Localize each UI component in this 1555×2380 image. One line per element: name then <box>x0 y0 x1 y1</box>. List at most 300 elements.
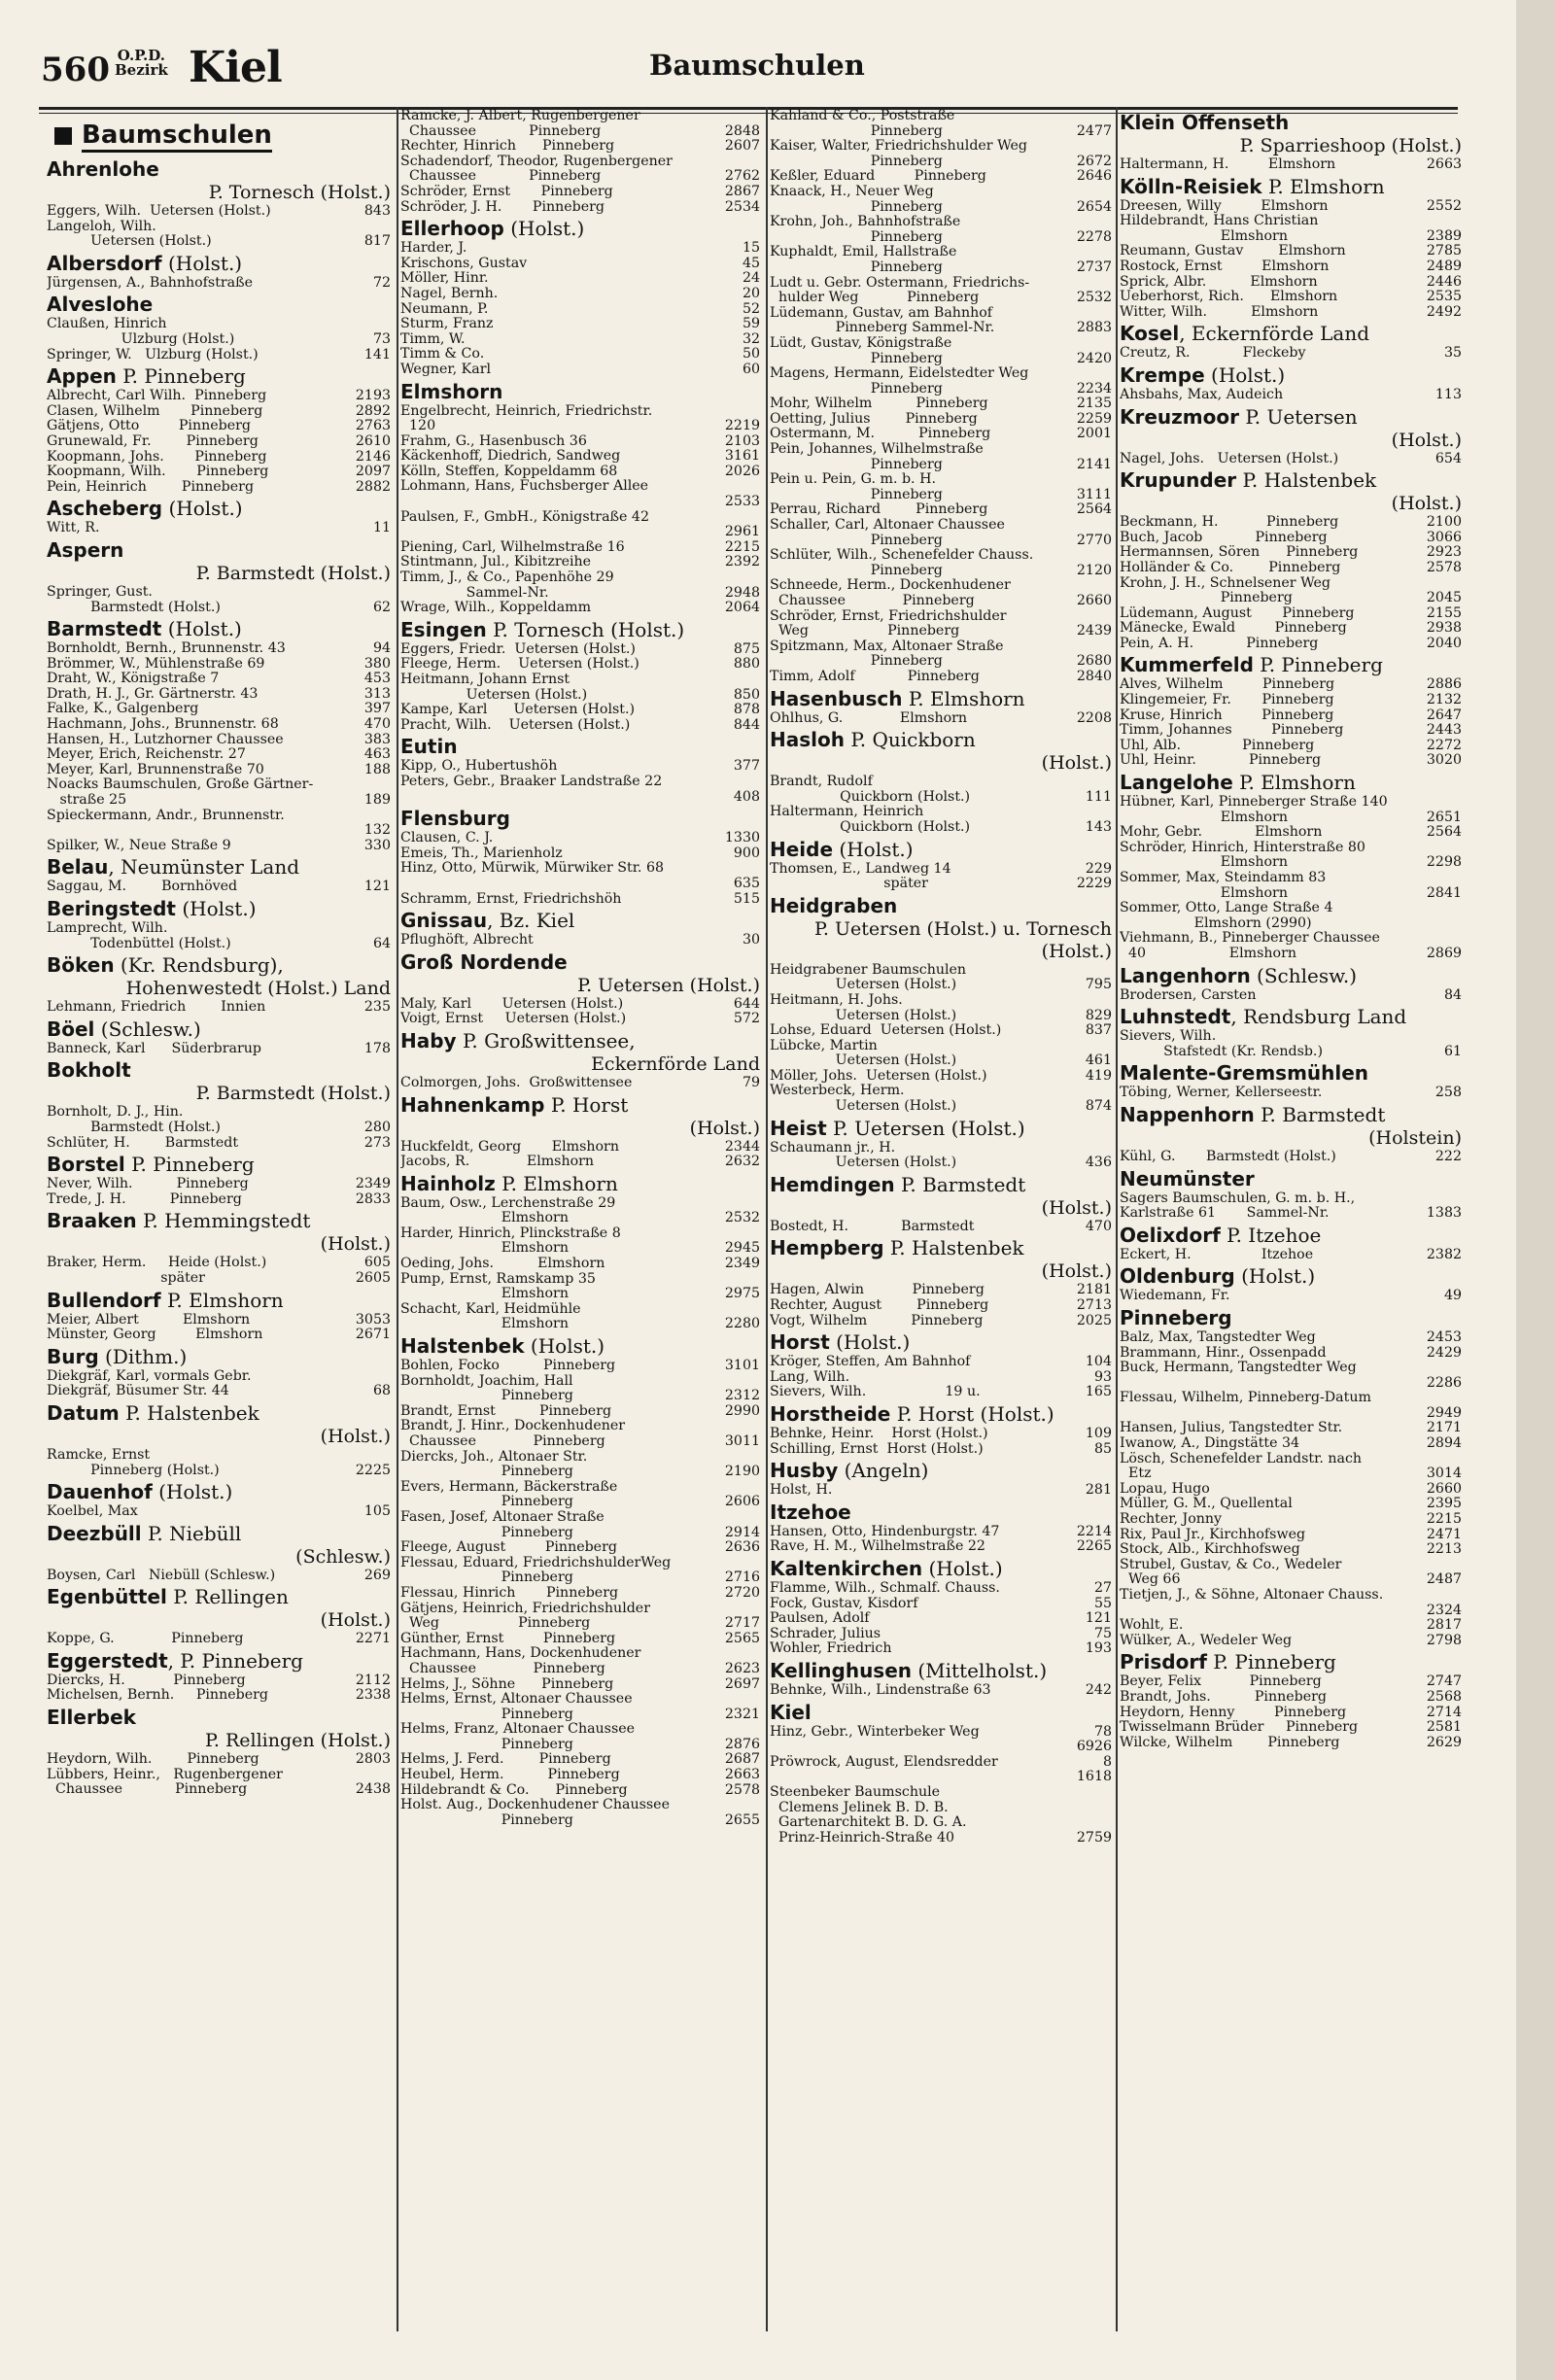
entry-text: Kuphaldt, Emil, Hallstraße <box>770 245 957 260</box>
place-heading <box>770 1117 1112 1141</box>
directory-entry <box>770 427 1112 442</box>
phone-number: 383 <box>363 732 391 747</box>
entry-text: Strubel, Gustav, & Co., Wedeler <box>1120 1557 1342 1572</box>
post-office: (Holst.) <box>1204 362 1286 387</box>
entry-text: Springer, Gust. <box>47 584 153 600</box>
directory-entry <box>1120 753 1462 769</box>
phone-number: 380 <box>363 656 391 672</box>
phone-number: 49 <box>1443 1289 1462 1304</box>
phone-number: 2193 <box>355 389 391 404</box>
entry-text: Behnke, Heinr. Horst (Holst.) <box>770 1427 988 1441</box>
directory-entry <box>1120 1406 1462 1422</box>
place-section <box>1120 964 1462 1004</box>
phone-number: 2654 <box>1076 199 1112 215</box>
place-heading <box>1120 1224 1462 1248</box>
phone-number: 2214 <box>1076 1524 1112 1539</box>
phone-number: 3161 <box>724 449 760 465</box>
directory-entry <box>1120 1497 1462 1512</box>
opd-line-1: O.P.D. <box>117 47 165 64</box>
directory-entry <box>400 1359 760 1374</box>
column-1 <box>47 109 391 2341</box>
phone-number: 2759 <box>1076 1830 1112 1845</box>
entry-text: Nagel, Johs. Uetersen (Holst.) <box>1120 451 1339 466</box>
directory-entry <box>400 241 760 257</box>
entry-text: Spieckermann, Andr., Brunnenstr. <box>47 808 285 823</box>
phone-number: 419 <box>1085 1068 1112 1084</box>
post-office: (Holst.) <box>503 217 585 241</box>
place-name: Kummerfeld <box>1120 653 1254 677</box>
place-section <box>770 1173 1112 1235</box>
directory-entry <box>47 1042 391 1057</box>
phone-number: 2533 <box>724 495 760 510</box>
phone-number: 829 <box>1085 1008 1112 1023</box>
directory-entry <box>47 1256 391 1271</box>
directory-entry <box>1120 229 1462 245</box>
directory-entry <box>770 260 1112 276</box>
entry-text: Chaussee Pinneberg <box>47 1782 248 1798</box>
entry-text: Hansen, Otto, Hindenburgstr. 47 <box>770 1524 1000 1539</box>
entry-text: Paulsen, F., GmbH., Königstraße 42 <box>400 509 649 525</box>
place-section <box>47 1289 391 1343</box>
directory-entry <box>400 1510 760 1526</box>
entry-text: 40 Elmshorn <box>1120 946 1296 961</box>
directory-entry <box>47 657 391 673</box>
directory-entry <box>1120 1558 1462 1573</box>
directory-entry <box>770 291 1112 306</box>
place-section <box>1120 1650 1462 1750</box>
page-header <box>0 43 1468 97</box>
entry-text: Peters, Gebr., Braaker Landstraße 22 <box>400 774 663 789</box>
directory-entry <box>400 271 760 287</box>
place-section <box>1120 1005 1462 1059</box>
post-office-subline: (Holstein) <box>1368 1126 1462 1149</box>
place-heading <box>1120 1061 1462 1086</box>
directory-entry <box>47 839 391 854</box>
directory-entry <box>770 1314 1112 1329</box>
entry-text: Lübbers, Heinr., Rugenbergener <box>47 1767 283 1782</box>
directory-entry <box>400 404 760 420</box>
entry-text: Ohlhus, G. Elmshorn <box>770 710 968 726</box>
place-name: Langenhorn <box>1120 963 1251 987</box>
phone-number: 3066 <box>1426 530 1462 545</box>
entry-text: Heydorn, Wilh. Pinneberg <box>47 1752 259 1768</box>
place-name: Deezbüll <box>47 1521 142 1545</box>
directory-entry <box>770 1220 1112 1235</box>
directory-entry <box>1120 1706 1462 1721</box>
directory-entry <box>1120 795 1462 811</box>
phone-number: 78 <box>1093 1724 1112 1740</box>
entry-text: Bornholt, D. J., Hin. <box>47 1105 184 1121</box>
entry-text: Mohr, Wilhelm Pinneberg <box>770 397 988 412</box>
place-heading <box>1120 1264 1462 1289</box>
directory-entry <box>47 521 391 536</box>
directory-entry <box>400 540 760 556</box>
entry-text: Pinneberg <box>400 1389 573 1404</box>
phone-number: 2961 <box>724 525 760 540</box>
place-name: Pinneberg <box>1120 1305 1232 1329</box>
phone-number: 2382 <box>1426 1247 1462 1262</box>
phone-number: 2623 <box>724 1661 760 1676</box>
entry-text: Holst. Aug., Dockenhudener Chaussee <box>400 1798 670 1813</box>
phone-number: 515 <box>733 891 760 907</box>
phone-number: 2660 <box>1076 594 1112 608</box>
place-name: Prisdorf <box>1120 1650 1207 1674</box>
post-office: (Holst.) <box>161 251 243 275</box>
place-name: Luhnstedt <box>1120 1005 1231 1029</box>
entry-text: Schröder, Ernst Pinneberg <box>400 184 613 199</box>
entry-text: Krohn, J. H., Schnelsener Weg <box>1120 575 1331 591</box>
entry-text: Draht, W., Königstraße 7 <box>47 672 220 687</box>
entry-text: Ulzburg (Holst.) <box>47 331 235 347</box>
entry-text: Uetersen (Holst.) <box>400 687 588 703</box>
entry-text: Heubel, Herm. Pinneberg <box>400 1768 620 1783</box>
phone-number: 132 <box>363 823 391 839</box>
directory-entry <box>1120 871 1462 886</box>
phone-number: 900 <box>733 845 760 861</box>
directory-entry <box>47 809 391 824</box>
directory-entry <box>770 1023 1112 1039</box>
place-heading <box>400 1029 760 1053</box>
entry-text: Keßler, Eduard Pinneberg <box>770 169 986 185</box>
place-name: Horst <box>770 1330 830 1355</box>
entry-text: Steenbeker Baumschule <box>770 1784 941 1800</box>
entry-text: Hagen, Alwin Pinneberg <box>770 1283 985 1298</box>
place-section <box>770 1459 1112 1499</box>
phone-number: 2234 <box>1076 381 1112 397</box>
entry-text: Münster, Georg Elmshorn <box>47 1328 263 1343</box>
entry-text: Alves, Wilhelm Pinneberg <box>1120 677 1335 693</box>
entry-text: Jürgensen, A., Bahnhofstraße <box>47 275 254 291</box>
place-name: Esingen <box>400 617 487 641</box>
entry-text: Elmshorn <box>1120 228 1288 244</box>
directory-entry <box>400 1272 760 1288</box>
place-name: Albersdorf <box>47 251 162 275</box>
entry-text: Brammann, Hinr., Ossenpadd <box>1120 1345 1327 1361</box>
place-section <box>770 109 1112 685</box>
place-section <box>770 1236 1112 1328</box>
entry-text: Hermannsen, Sören Pinneberg <box>1120 545 1359 561</box>
place-heading <box>400 217 760 241</box>
phone-number: 6926 <box>1076 1740 1112 1755</box>
directory-entry <box>400 1632 760 1647</box>
directory-entry <box>1120 841 1462 856</box>
phone-number: 2763 <box>355 419 391 434</box>
phone-number: 2663 <box>724 1768 760 1783</box>
directory-entry <box>400 718 760 734</box>
place-name: Itzehoe <box>770 1500 851 1524</box>
phone-number: 2278 <box>1076 229 1112 245</box>
directory-entry <box>47 937 391 952</box>
entry-text: Pinneberg <box>770 457 943 472</box>
phone-number: 84 <box>1443 987 1462 1003</box>
entry-text: Pinneberg <box>400 1812 573 1828</box>
directory-entry <box>770 1831 1112 1846</box>
phone-number: 93 <box>1093 1369 1112 1385</box>
place-name: Nappenhorn <box>1120 1102 1255 1126</box>
directory-entry <box>47 1192 391 1208</box>
post-office-subline: Eckernförde Land <box>591 1052 760 1075</box>
entry-text: Etz <box>1120 1466 1152 1482</box>
phone-number: 3053 <box>355 1312 391 1328</box>
directory-entry <box>1120 901 1462 916</box>
phone-number: 1618 <box>1076 1770 1112 1785</box>
phone-number: 2663 <box>1426 157 1462 172</box>
place-name: Appen <box>47 364 117 389</box>
phone-number: 436 <box>1085 1156 1112 1171</box>
entry-text: Gartenarchitekt B. D. G. A. <box>770 1815 967 1831</box>
phone-number: 2892 <box>355 403 391 419</box>
directory-entry <box>47 717 391 733</box>
directory-entry <box>400 1389 760 1404</box>
place-section <box>47 1058 391 1151</box>
entry-text: Müller, G. M., Quellental <box>1120 1497 1293 1512</box>
phone-number: 2064 <box>724 601 760 616</box>
entry-text: Heidgrabener Baumschulen <box>770 962 967 978</box>
column-divider <box>1116 107 1118 2331</box>
entry-text: Koopmann, Wilh. Pinneberg <box>47 465 269 480</box>
entry-text: Eggers, Wilh. Uetersen (Holst.) <box>47 204 271 219</box>
entry-text: Wohler, Friedrich <box>770 1641 892 1657</box>
directory-entry <box>47 1136 391 1152</box>
entry-text: Kahland & Co., Poststraße <box>770 109 955 123</box>
entry-text: Hinz, Otto, Mürwik, Mürwiker Str. 68 <box>400 861 665 877</box>
post-office: P. Pinneberg <box>124 1153 255 1177</box>
entry-text: Meyer, Erich, Reichenstr. 27 <box>47 747 246 763</box>
directory-entry <box>770 1427 1112 1442</box>
directory-entry <box>400 1076 760 1091</box>
directory-entry <box>1120 1588 1462 1604</box>
post-office: (Dithm.) <box>98 1344 188 1368</box>
post-office-subline: (Holst.) <box>320 1425 391 1447</box>
entry-text: Eckert, H. Itzehoe <box>1120 1247 1314 1262</box>
entry-text: Wilcke, Wilhelm Pinneberg <box>1120 1735 1340 1750</box>
directory-entry <box>47 1569 391 1584</box>
entry-text: Schlüter, H. Barmstedt <box>47 1135 239 1151</box>
phone-number: 2671 <box>355 1328 391 1343</box>
place-heading <box>400 909 760 933</box>
entry-text: Prinz-Heinrich-Straße 40 <box>770 1830 955 1845</box>
post-office: P. Elmshorn <box>495 1171 618 1195</box>
phone-number: 2439 <box>1076 624 1112 639</box>
entry-text: Flessau, Eduard, FriedrichshulderWeg <box>400 1555 672 1570</box>
directory-entry <box>47 747 391 763</box>
entry-text: Heitmann, H. Johs. <box>770 992 903 1008</box>
entry-text: Uetersen (Holst.) <box>770 978 957 993</box>
directory-entry <box>47 1752 391 1768</box>
directory-entry <box>1120 1452 1462 1467</box>
entry-text: Timm, Adolf Pinneberg <box>770 669 980 684</box>
phone-number: 20 <box>742 286 760 301</box>
post-office-subline: (Holst.) <box>689 1117 760 1139</box>
directory-entry <box>400 1287 760 1302</box>
place-heading <box>1120 322 1462 346</box>
directory-entry <box>1120 1346 1462 1362</box>
entry-text: Brandt, Johs. Pinneberg <box>1120 1689 1327 1705</box>
phone-number: 605 <box>363 1256 391 1271</box>
place-name: Kiel <box>770 1700 812 1724</box>
directory-entry <box>770 548 1112 564</box>
place-section <box>47 497 391 536</box>
entry-text: Albrecht, Carl Wilh. Pinneberg <box>47 389 267 404</box>
phone-number: 64 <box>372 936 391 951</box>
directory-entry <box>400 302 760 318</box>
directory-entry <box>400 877 760 892</box>
directory-entry <box>770 1525 1112 1540</box>
directory-entry <box>400 1798 760 1813</box>
place-heading <box>400 735 760 759</box>
directory-entry <box>47 601 391 616</box>
place-heading <box>47 1345 391 1369</box>
directory-entry <box>400 775 760 790</box>
opd-line-2: Bezirk <box>115 61 168 79</box>
place-section <box>770 1330 1112 1400</box>
page-title: Baumschulen <box>649 49 865 82</box>
directory-entry <box>770 775 1112 790</box>
entry-text: Claußen, Hinrich <box>47 317 167 332</box>
place-name: Eutin <box>400 735 458 759</box>
phone-number: 2420 <box>1076 351 1112 366</box>
entry-text: Schneede, Herm., Dockenhudener <box>770 578 1011 594</box>
phone-number: 258 <box>1434 1086 1462 1101</box>
place-section <box>47 1585 391 1647</box>
entry-text: Voigt, Ernst Uetersen (Holst.) <box>400 1012 627 1027</box>
phone-number: 844 <box>733 717 760 733</box>
place-section <box>400 109 760 215</box>
entry-text: Witter, Wilh. Elmshorn <box>1120 304 1319 320</box>
entry-text: Quickborn (Holst.) <box>770 789 971 805</box>
phone-number: 188 <box>363 762 391 777</box>
directory-entry <box>1120 576 1462 592</box>
entry-text: Weg Pinneberg <box>770 624 960 639</box>
entry-text: Brömmer, W., Mühlenstraße 69 <box>47 656 265 672</box>
directory-entry <box>400 257 760 272</box>
post-office: P. Itzehoe <box>1220 1223 1322 1247</box>
phone-number: 11 <box>372 521 391 536</box>
directory-entry <box>770 245 1112 260</box>
phone-number: 875 <box>733 641 760 657</box>
post-office-subline: P. Rellingen (Holst.) <box>204 1730 391 1752</box>
phone-number: 2155 <box>1426 605 1462 621</box>
place-name: Flensburg <box>400 807 510 831</box>
directory-entry <box>47 234 391 250</box>
directory-entry <box>770 109 1112 124</box>
entry-text: Uhl, Alb. Pinneberg <box>1120 738 1315 753</box>
post-office: P. Uetersen (Holst.) <box>826 1116 1025 1140</box>
place-heading <box>47 953 391 978</box>
phone-number: 2120 <box>1076 563 1112 578</box>
entry-text: Beckmann, H. Pinneberg <box>1120 515 1339 531</box>
phone-number: 104 <box>1085 1355 1112 1370</box>
entry-text: Sagers Baumschulen, G. m. b. H., <box>1120 1190 1356 1206</box>
place-name: Braaken <box>47 1209 137 1233</box>
directory-entry <box>400 1540 760 1556</box>
entry-text: Elmshorn (2990) <box>1120 915 1312 931</box>
phone-number: 109 <box>1085 1427 1112 1441</box>
directory-entry <box>1120 452 1462 467</box>
place-name: Böken <box>47 953 115 978</box>
directory-entry <box>1120 1542 1462 1558</box>
entry-text: Noacks Baumschulen, Große Gärtner- <box>47 777 314 793</box>
directory-entry <box>400 200 760 216</box>
entry-text: Meyer, Karl, Brunnenstraße 70 <box>47 762 264 777</box>
phone-number: 377 <box>733 759 760 775</box>
directory-entry <box>770 534 1112 549</box>
post-office-subline: P. Barmstedt (Holst.) <box>195 1083 391 1105</box>
place-heading <box>770 1236 1112 1260</box>
post-office: P. Pinneberg <box>116 364 246 389</box>
place-section <box>1120 1167 1462 1222</box>
directory-entry <box>770 639 1112 655</box>
place-heading <box>1120 468 1462 493</box>
place-heading <box>1120 653 1462 677</box>
phone-number: 2477 <box>1076 123 1112 139</box>
place-section <box>400 380 760 616</box>
phone-number: 2135 <box>1076 397 1112 412</box>
entry-text: Schadendorf, Theodor, Rugenbergener <box>400 154 673 169</box>
place-section <box>47 897 391 951</box>
directory-entry <box>47 465 391 480</box>
phone-number: 470 <box>363 717 391 733</box>
place-heading <box>1120 1306 1462 1330</box>
entry-text: Sommer, Max, Steindamm 83 <box>1120 871 1327 885</box>
phone-number: 273 <box>363 1135 391 1151</box>
directory-entry <box>400 419 760 434</box>
entry-text: Pinneberg <box>770 654 943 670</box>
entry-text: Lohmann, Hans, Fuchsberger Allee <box>400 479 649 495</box>
phone-number: 2321 <box>724 1707 760 1722</box>
entry-text: Elmshorn <box>400 1317 569 1332</box>
phone-number: 2610 <box>355 433 391 449</box>
entry-text: Clausen, C. J. <box>400 831 494 846</box>
entry-text: Magens, Hermann, Eidelstedter Weg <box>770 366 1029 382</box>
phone-number: 2324 <box>1426 1603 1462 1618</box>
entry-text: Beyer, Felix Pinneberg <box>1120 1674 1322 1690</box>
entry-text: Springer, W. Ulzburg (Holst.) <box>47 347 259 362</box>
place-name: Beringstedt <box>47 897 176 920</box>
post-office: P. Rellingen <box>166 1585 289 1609</box>
directory-entry <box>47 1782 391 1798</box>
place-name: Husby <box>770 1459 839 1483</box>
entry-text: Brandt, Rudolf <box>770 775 873 790</box>
entry-text: Wülker, A., Wedeler Weg <box>1120 1633 1293 1648</box>
directory-entry <box>47 220 391 235</box>
directory-entry <box>400 1768 760 1783</box>
directory-entry <box>400 1526 760 1541</box>
place-heading <box>47 1401 391 1426</box>
directory-entry <box>47 1464 391 1479</box>
entry-text: Pinneberg <box>770 259 943 275</box>
phone-number: 85 <box>1093 1441 1112 1457</box>
place-heading <box>47 497 391 521</box>
entry-text: Lohse, Eduard Uetersen (Holst.) <box>770 1023 1002 1039</box>
place-heading <box>1120 1005 1462 1029</box>
directory-entry <box>770 1641 1112 1657</box>
entry-text: Rechter, Hinrich Pinneberg <box>400 139 615 155</box>
directory-entry <box>47 389 391 404</box>
post-office-subline: Hohenwestedt (Holst.) Land <box>125 978 391 1000</box>
entry-text: Pinneberg <box>770 123 943 139</box>
entry-text: Sprick, Albr. Elmshorn <box>1120 274 1318 290</box>
directory-entry <box>770 594 1112 609</box>
phone-number: 397 <box>363 702 391 717</box>
directory-entry <box>400 846 760 862</box>
entry-text: Schlüter, Wilh., Schenefelder Chauss. <box>770 548 1034 564</box>
phone-number: 280 <box>363 1120 391 1135</box>
directory-entry <box>1120 1466 1462 1482</box>
entry-text: Gätjens, Heinrich, Friedrichshulder <box>400 1601 650 1616</box>
place-name: Neumünster <box>1120 1166 1255 1190</box>
phone-number: 2429 <box>1426 1345 1462 1361</box>
